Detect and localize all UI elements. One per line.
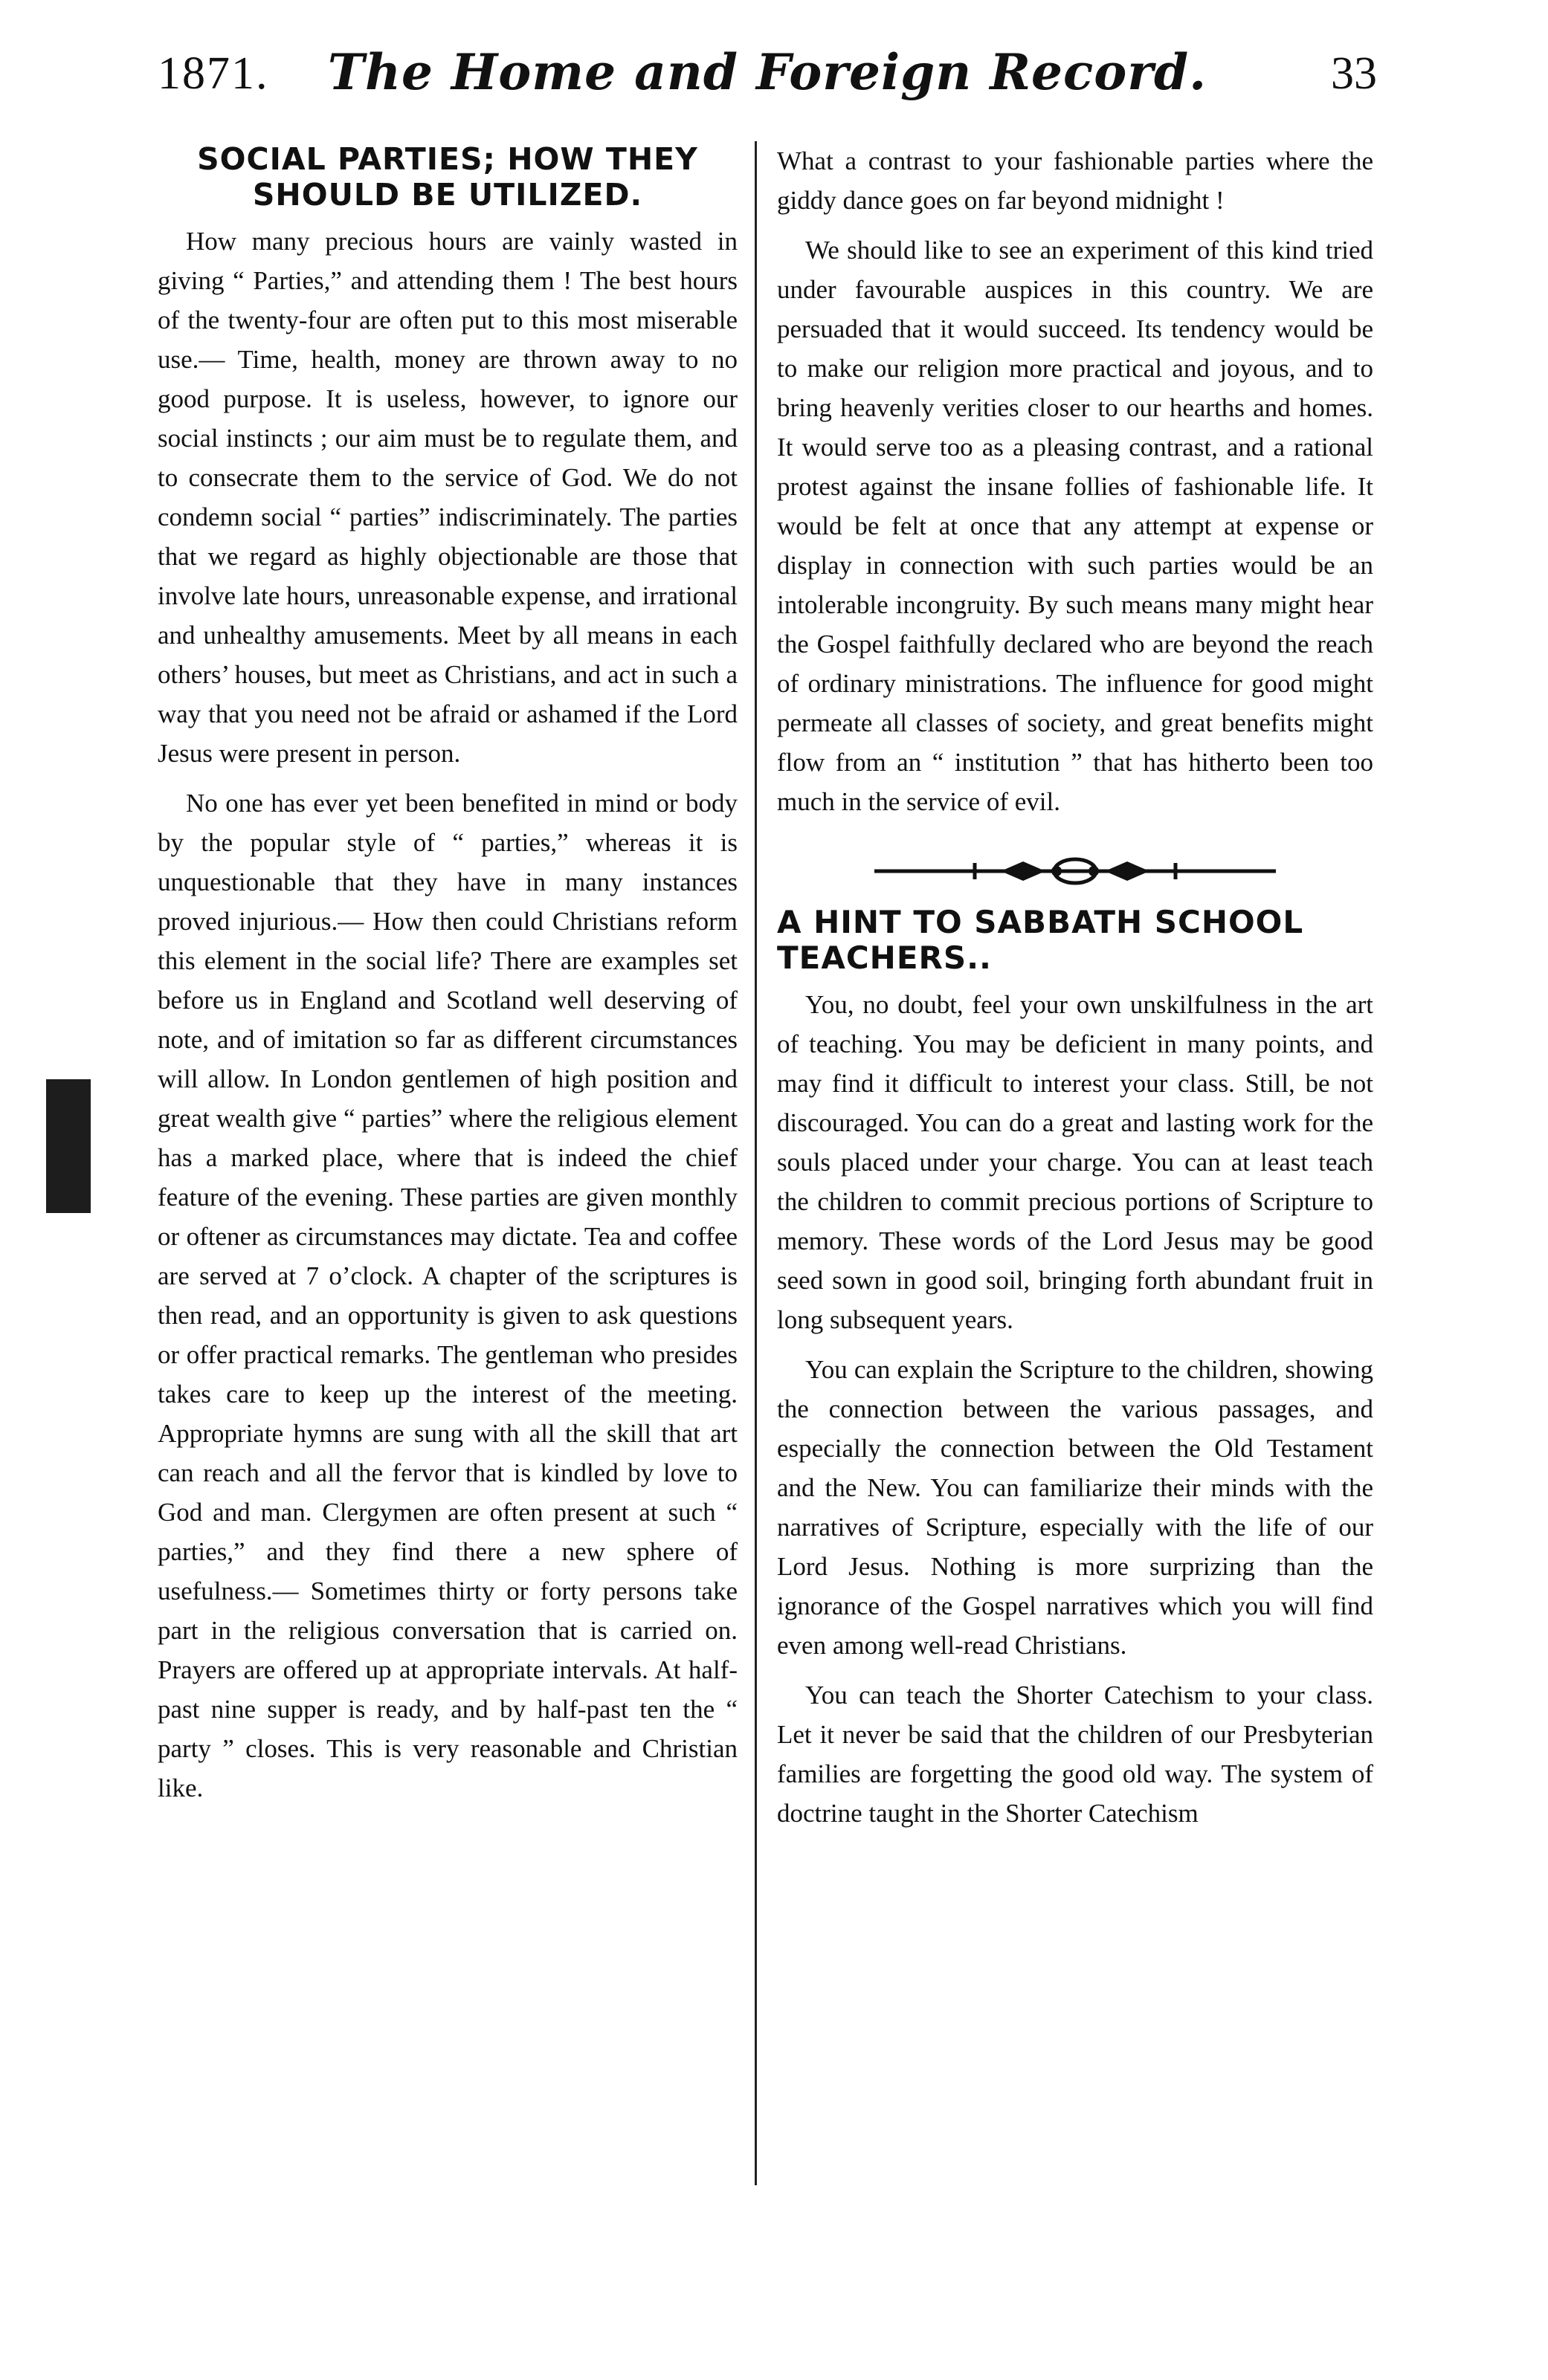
article-paragraph: No one has ever yet been benefited in mind or body by the popular style of “ parties,” whereas it is unquestionable that they have in many instances proved injurious.— How then could Christians reform this element in the social life? There are examples set before us in England and Scotland well deserving of note, and of imitation so far as different circumstances will allow. In London gentlemen of high position and great wealth give “ parties” where the religious element has a marked place, where that is indeed the chief feature of the evening. These parties are given monthly or oftener as circumstances may dictate. Tea and coffee are served at 7 o’clock. A chapter of the scriptures is then read, and an opportunity is given to ask questions or offer practical remarks. The gentleman who presides takes care to keep up the interest of the meeting. Appropriate hymns are sung with all the skill that art can reach and all the fervor that is kindled by love to God and man. Clergymen are often present at such “ parties,” and they find there a new sphere of usefulness.— Sometimes thirty or forty persons take part in the religious conversation that is carried on. Prayers are offered up at appropriate intervals. At half-past nine supper is ready, and by half-past ten the “ party ” closes. This is very reasonable and Christian like. (158, 789, 738, 1802)
ornament-divider-icon (867, 854, 1283, 888)
page-header (158, 43, 1377, 110)
article-title-social-parties: SOCIAL PARTIES; HOW THEY SHOULD BE UTILIZED. (197, 141, 698, 213)
article-paragraph: You can teach the Shorter Catechism to your class. Let it never be said that the children of our Presbyterian families are forgetting the good old way. The system of doctrine taught in the Shorter Catechism (777, 1681, 1373, 1828)
scan-edge-mark (46, 1079, 91, 1213)
column-divider (755, 141, 757, 2185)
article-paragraph-continued: What a contrast to your fashionable parties where the giddy dance goes on far beyond midnight ! (777, 146, 1373, 215)
article-paragraph: We should like to see an experiment of this kind tried under favourable auspices in this country. We are persuaded that it would succeed. Its tendency would be to make our religion more practical and joyous, and to bring heavenly verities closer to our hearths and homes. It would serve too as a pleasing contrast, and a rational protest against the insane follies of fashionable life. It would be felt at once that any attempt at expense or display in connection with such parties would be an intolerable incongruity. By such means many might hear the Gospel faithfully declared who are beyond the reach of ordinary ministrations. The influence for good might permeate all classes of society, and great benefits might flow from an “ institution ” that has hitherto been too much in the service of evil. (777, 236, 1373, 816)
left-column (158, 141, 738, 1818)
article-paragraph: How many precious hours are vainly wasted in giving “ Parties,” and attending them ! The best hours of the twenty-four are often put to this most miserable use.— Time, health, money are thrown away to no good purpose. It is useless, however, to ignore our social instincts ; our aim must be to regulate them, and to consecrate them to the service of God. We do not condemn social “ parties” indiscriminately. The parties that we regard as highly objectionable are those that involve late hours, unreasonable expense, and irrational and unhealthy amusements. Meet by all means in each others’ houses, but meet as Christians, and act in such a way that you need not be afraid or ashamed if the Lord Jesus were present in person. (158, 227, 738, 768)
header-year: 1871. (158, 48, 269, 99)
article-title-sabbath-teachers: A HINT TO SABBATH SCHOOL TEACHERS.. (777, 904, 1304, 976)
page-number: 33 (1331, 48, 1377, 99)
journal-title: The Home and Foreign Record. (327, 43, 1207, 101)
article-paragraph: You, no doubt, feel your own unskilfulness in the art of teaching. You may be deficient in many points, and may find it difficult to interest your class. Still, be not discouraged. You can do a great and lasting work for the souls placed under your charge. You can at least teach the children to commit precious portions of Scripture to memory. These words of the Lord Jesus may be good seed sown in good soil, bringing forth abundant fruit in long subsequent years. (777, 990, 1373, 1334)
article-paragraph: You can explain the Scripture to the children, showing the connection between the various passages, and especially the connection between the Old Testament and the New. You can familiarize their minds with the narratives of Scripture, especially with the life of our Lord Jesus. Nothing is more surprizing than the ignorance of the Gospel narratives which you will find even among well-read Christians. (777, 1355, 1373, 1660)
right-column (777, 141, 1373, 1843)
